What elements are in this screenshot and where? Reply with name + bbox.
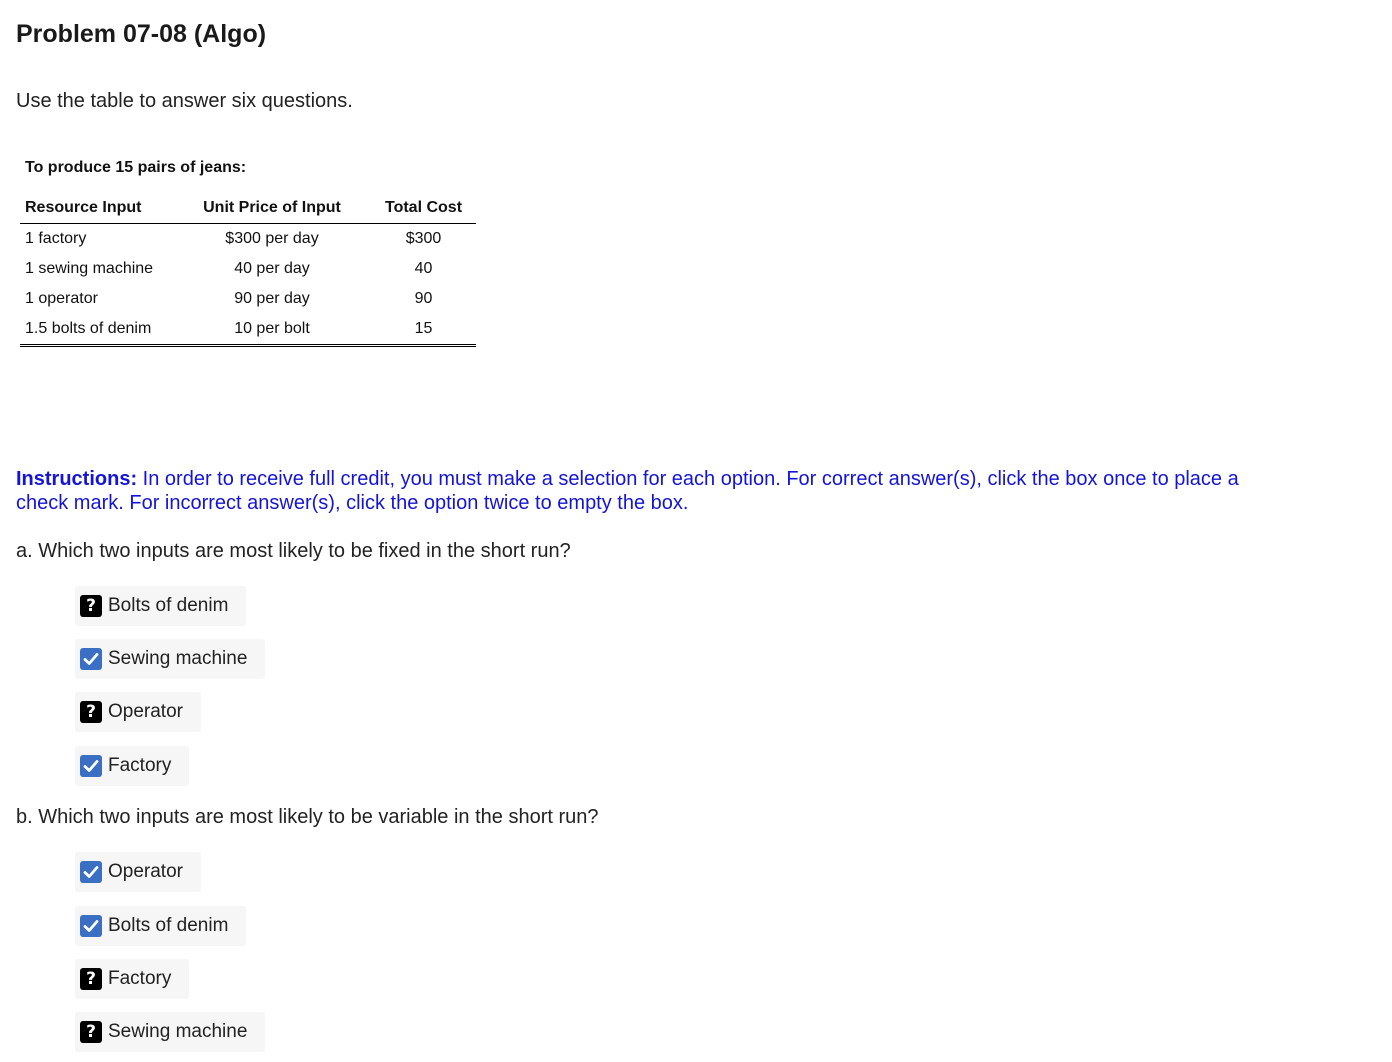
cell-unit-price: $300 per day: [225, 230, 319, 247]
option-a-bolts-of-denim[interactable]: [75, 586, 246, 626]
option-b-bolts-of-denim[interactable]: [75, 906, 246, 946]
table-header-row: [20, 193, 476, 224]
checkmark-icon[interactable]: [80, 648, 102, 670]
cell-unit-price: 90 per day: [234, 290, 310, 307]
instructions-label: Instructions:: [16, 468, 138, 490]
table-caption: To produce 15 pairs of jeans:: [25, 159, 247, 176]
checkmark-icon[interactable]: [80, 861, 102, 883]
option-a-sewing-machine[interactable]: [75, 639, 265, 679]
table-row: [20, 224, 476, 254]
cell-resource: 1 factory: [25, 230, 87, 247]
cell-total-cost: 15: [371, 314, 476, 347]
header-total-cost: Total Cost: [371, 193, 476, 224]
page-title: Problem 07-08 (Algo): [16, 20, 267, 48]
table-row: [20, 314, 476, 347]
cell-unit-price: 40 per day: [234, 260, 310, 277]
cell-total-cost: 40: [414, 260, 433, 277]
question-mark-icon[interactable]: ?: [80, 595, 102, 617]
table-row: [20, 254, 476, 284]
option-label: Bolts of denim: [108, 915, 229, 936]
question-mark-icon[interactable]: ?: [80, 701, 102, 723]
option-label: Operator: [108, 861, 183, 882]
option-b-sewing-machine[interactable]: [75, 1012, 265, 1052]
header-resource-input: Resource Input: [20, 193, 173, 224]
cell-resource: 1 operator: [25, 290, 98, 307]
option-label: Operator: [108, 701, 183, 722]
option-a-factory[interactable]: [75, 746, 189, 786]
checkmark-icon[interactable]: [80, 755, 102, 777]
option-label: Bolts of denim: [108, 595, 229, 616]
option-b-factory[interactable]: [75, 959, 189, 999]
cell-total-cost: 90: [414, 290, 433, 307]
cell-unit-price: 10 per bolt: [173, 314, 371, 347]
question-mark-icon[interactable]: ?: [80, 968, 102, 990]
header-unit-price: Unit Price of Input: [173, 193, 371, 224]
cost-table: [20, 193, 476, 347]
option-label: Sewing machine: [108, 1021, 248, 1042]
cell-total-cost: $300: [405, 230, 442, 247]
question-b: b. Which two inputs are most likely to be variable in the short run?: [16, 806, 599, 828]
intro-text: Use the table to answer six questions.: [16, 90, 353, 112]
checkmark-icon[interactable]: [80, 915, 102, 937]
option-label: Sewing machine: [108, 648, 248, 669]
instructions: [16, 467, 1246, 515]
question-a: a. Which two inputs are most likely to be fixed in the short run?: [16, 540, 571, 562]
table-row: [20, 284, 476, 314]
option-b-operator[interactable]: [75, 852, 201, 892]
option-label: Factory: [108, 755, 172, 776]
cell-resource: 1 sewing machine: [25, 260, 154, 277]
option-label: Factory: [108, 968, 172, 989]
instructions-text: In order to receive full credit, you must make a selection for each option. For correct answer(s), click the box once to place a check mark. For incorrect answer(s), click the option twice to empty the box.: [16, 468, 1239, 514]
question-mark-icon[interactable]: ?: [80, 1021, 102, 1043]
option-a-operator[interactable]: [75, 692, 201, 732]
cell-resource: 1.5 bolts of denim: [20, 314, 173, 347]
